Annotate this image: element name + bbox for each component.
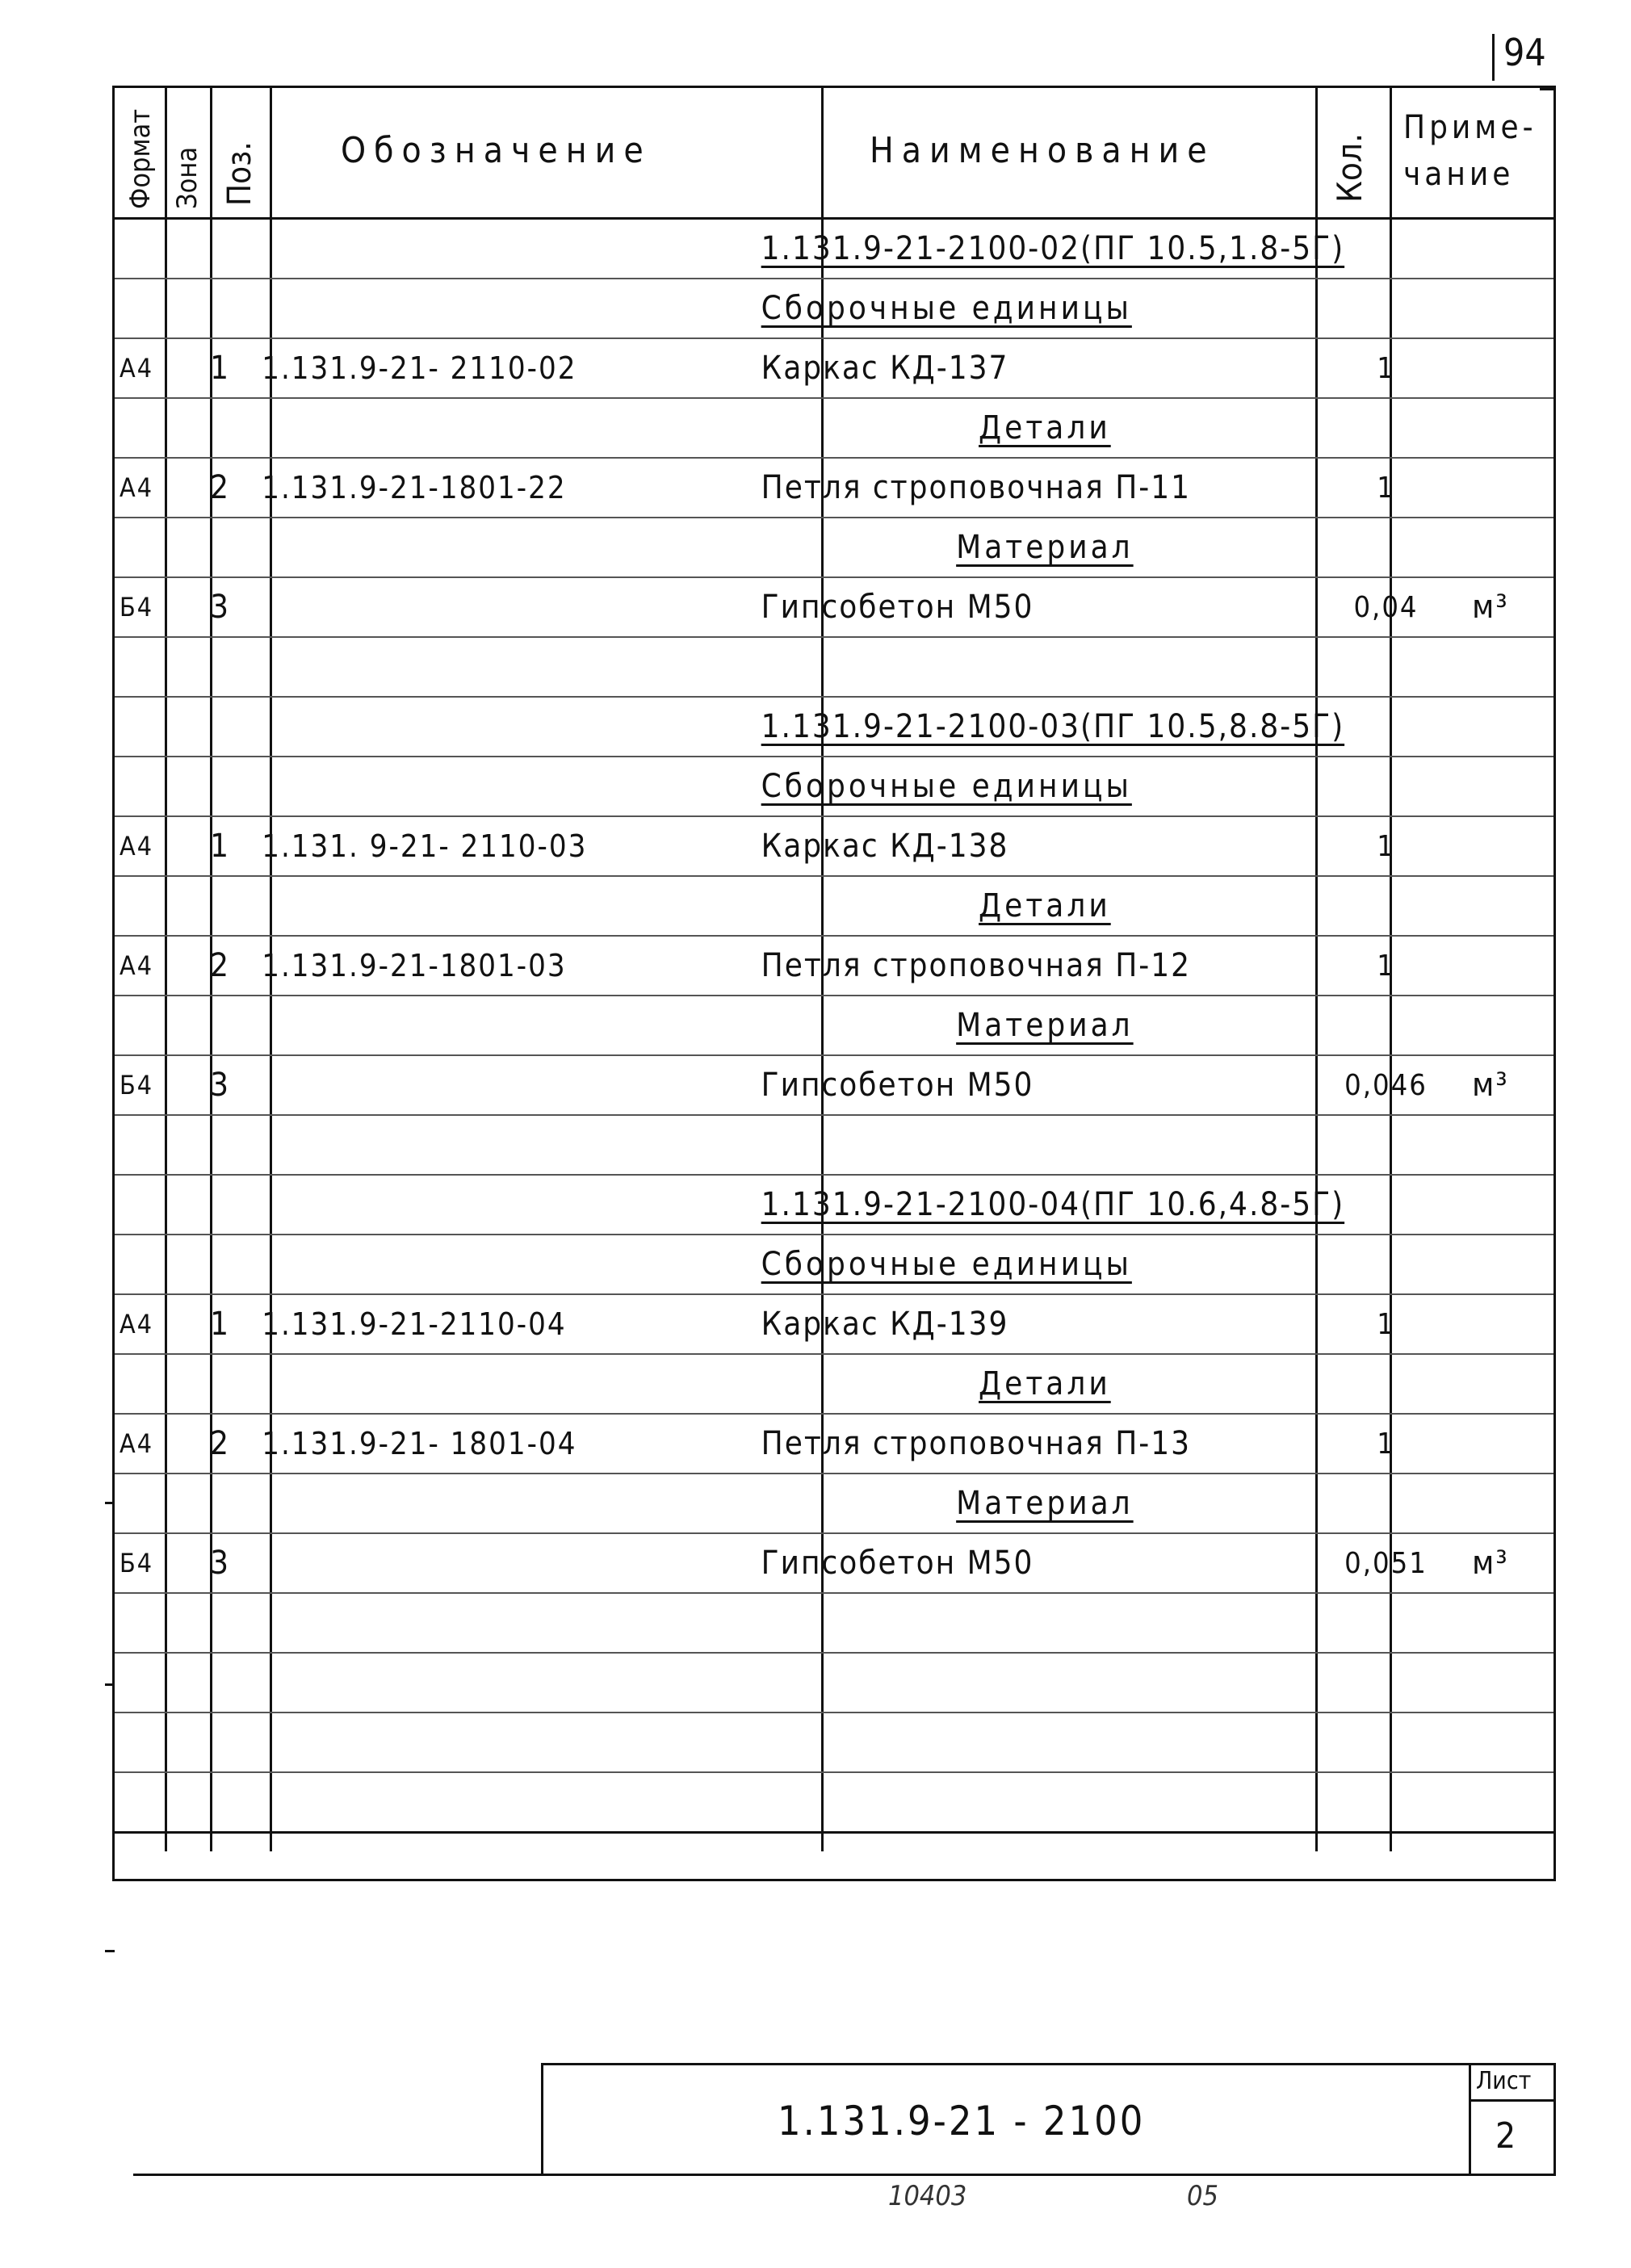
note-text: м³ [1472, 589, 1509, 626]
position-cell [196, 1593, 244, 1653]
table-row [115, 757, 1553, 816]
format-cell [115, 1772, 165, 1833]
name-cell [745, 697, 1345, 757]
name-text: 1.131.9-21-2100-03(ПГ 10.5,8.8-5Г) [761, 708, 1345, 745]
designation-cell [244, 1772, 744, 1833]
note-cell [1428, 1474, 1553, 1533]
name-text: Сборочные единицы [761, 290, 1132, 327]
quantity-text: 1 [1377, 1427, 1395, 1461]
zone-cell [165, 1593, 196, 1653]
note-cell [1428, 1055, 1553, 1115]
quantity-text: 1 [1377, 829, 1395, 863]
position-cell [196, 1772, 244, 1833]
name-text: Каркас КД-137 [761, 350, 1009, 387]
header-format: Формат [124, 108, 157, 209]
table-row [115, 1713, 1553, 1772]
position-text: 3 [210, 589, 231, 626]
position-cell [196, 1294, 244, 1354]
name-text: Петля строповочная П-12 [761, 947, 1192, 984]
designation-cell [244, 458, 744, 518]
position-cell [196, 1354, 244, 1414]
header-note-line1: Приме- [1403, 109, 1537, 146]
note-cell [1428, 1115, 1553, 1175]
quantity-cell [1344, 577, 1428, 637]
position-text: 1 [210, 828, 231, 865]
format-cell [115, 996, 165, 1055]
format-cell [115, 1593, 165, 1653]
quantity-text: 0,046 [1344, 1068, 1428, 1102]
format-text: Б4 [119, 1548, 154, 1578]
format-text: А4 [119, 950, 153, 981]
designation-text: 1.131. 9-21- 2110-03 [262, 828, 588, 864]
zone-cell [165, 936, 196, 996]
quantity-cell [1344, 279, 1428, 338]
designation-cell [244, 577, 744, 637]
name-cell [745, 1533, 1345, 1593]
sheet-number: 2 [1495, 2115, 1516, 2157]
footer-right-text: 05 [1187, 2180, 1218, 2212]
table-row [115, 577, 1553, 637]
table-row [115, 398, 1553, 458]
zone-cell [165, 577, 196, 637]
name-text: Гипсобетон М50 [761, 1545, 1034, 1582]
note-cell [1428, 1713, 1553, 1772]
zone-cell [165, 398, 196, 458]
designation-cell [244, 1294, 744, 1354]
zone-cell [165, 1414, 196, 1474]
quantity-cell [1344, 1175, 1428, 1235]
format-cell [115, 637, 165, 697]
zone-cell [165, 1474, 196, 1533]
name-text: 1.131.9-21-2100-04(ПГ 10.6,4.8-5Г) [761, 1186, 1345, 1223]
zone-cell [165, 1772, 196, 1833]
note-cell [1428, 1175, 1553, 1235]
position-cell [196, 936, 244, 996]
name-cell [745, 936, 1345, 996]
name-text: Материал [956, 1485, 1134, 1522]
zone-cell [165, 1294, 196, 1354]
bottom-frame-line [133, 2174, 1556, 2176]
zone-cell [165, 1653, 196, 1713]
name-text: Материал [956, 529, 1134, 566]
position-text: 2 [210, 947, 231, 984]
format-cell [115, 936, 165, 996]
name-cell [745, 1055, 1345, 1115]
designation-cell [244, 1235, 744, 1294]
name-cell [745, 279, 1345, 338]
format-text: А4 [119, 1309, 153, 1339]
spec-rows [115, 220, 1553, 1834]
name-cell [745, 1294, 1345, 1354]
name-text: Детали [979, 1365, 1111, 1402]
zone-cell [165, 1235, 196, 1294]
format-cell [115, 1175, 165, 1235]
position-cell [196, 458, 244, 518]
designation-cell [244, 518, 744, 577]
quantity-text: 1 [1377, 351, 1395, 385]
position-cell [196, 1653, 244, 1713]
margin-mark [105, 1502, 115, 1504]
table-row [115, 1593, 1553, 1653]
quantity-cell [1344, 1713, 1428, 1772]
format-cell [115, 1294, 165, 1354]
format-text: Б4 [119, 592, 154, 623]
zone-cell [165, 220, 196, 279]
format-cell [115, 577, 165, 637]
format-text: А4 [119, 831, 153, 862]
position-cell [196, 577, 244, 637]
position-cell [196, 279, 244, 338]
designation-cell [244, 936, 744, 996]
note-cell [1428, 1294, 1553, 1354]
quantity-cell [1344, 1772, 1428, 1833]
table-row [115, 1235, 1553, 1294]
designation-cell [244, 1474, 744, 1533]
table-row [115, 1294, 1553, 1354]
designation-cell [244, 1593, 744, 1653]
quantity-text: 1 [1377, 949, 1395, 983]
designation-text: 1.131.9-21- 1801-04 [262, 1426, 577, 1461]
quantity-cell [1344, 757, 1428, 816]
name-cell [745, 1115, 1345, 1175]
note-cell [1428, 757, 1553, 816]
table-row [115, 637, 1553, 697]
name-cell [745, 1474, 1345, 1533]
note-cell [1428, 1235, 1553, 1294]
table-row [115, 936, 1553, 996]
designation-text: 1.131.9-21- 2110-02 [262, 350, 577, 386]
format-cell [115, 1115, 165, 1175]
format-cell [115, 697, 165, 757]
format-cell [115, 757, 165, 816]
position-text: 3 [210, 1067, 231, 1104]
table-row [115, 1115, 1553, 1175]
name-cell [745, 637, 1345, 697]
designation-cell [244, 1055, 744, 1115]
name-cell [745, 577, 1345, 637]
table-row [115, 518, 1553, 577]
note-cell [1428, 876, 1553, 936]
zone-cell [165, 338, 196, 398]
note-cell [1428, 816, 1553, 876]
table-row [115, 220, 1553, 279]
quantity-text: 1 [1377, 1307, 1395, 1341]
name-cell [745, 996, 1345, 1055]
name-cell [745, 816, 1345, 876]
designation-cell [244, 637, 744, 697]
document-code: 1.131.9-21 - 2100 [778, 2098, 1146, 2144]
quantity-cell [1344, 1593, 1428, 1653]
position-cell [196, 1713, 244, 1772]
zone-cell [165, 1055, 196, 1115]
format-cell [115, 220, 165, 279]
table-row [115, 816, 1553, 876]
format-cell [115, 518, 165, 577]
position-cell [196, 1414, 244, 1474]
zone-cell [165, 458, 196, 518]
format-cell [115, 338, 165, 398]
table-row [115, 697, 1553, 757]
header-name: Наименование [870, 130, 1215, 171]
table-row [115, 1653, 1553, 1713]
name-text: Детали [979, 409, 1111, 446]
quantity-cell [1344, 1235, 1428, 1294]
zone-cell [165, 637, 196, 697]
designation-cell [244, 1115, 744, 1175]
header-position: Поз. [221, 141, 258, 206]
note-cell [1428, 338, 1553, 398]
designation-cell [244, 757, 744, 816]
table-row [115, 1772, 1553, 1833]
name-cell [745, 1235, 1345, 1294]
quantity-cell [1344, 1414, 1428, 1474]
note-text: м³ [1472, 1545, 1509, 1582]
zone-cell [165, 876, 196, 936]
designation-cell [244, 398, 744, 458]
table-row [115, 279, 1553, 338]
note-cell [1428, 577, 1553, 637]
zone-cell [165, 1175, 196, 1235]
position-text: 2 [210, 469, 231, 506]
name-text: Каркас КД-139 [761, 1306, 1009, 1343]
designation-cell [244, 220, 744, 279]
note-cell [1428, 996, 1553, 1055]
format-cell [115, 1533, 165, 1593]
page-number: 94 [1503, 31, 1546, 74]
quantity-cell [1344, 1354, 1428, 1414]
designation-cell [244, 1175, 744, 1235]
table-row [115, 338, 1553, 398]
note-cell [1428, 1772, 1553, 1833]
position-text: 2 [210, 1425, 231, 1462]
note-text: м³ [1472, 1067, 1509, 1104]
zone-cell [165, 757, 196, 816]
position-cell [196, 1115, 244, 1175]
margin-mark [105, 1683, 115, 1686]
note-cell [1428, 637, 1553, 697]
quantity-cell [1344, 338, 1428, 398]
format-text: Б4 [119, 1070, 154, 1100]
name-cell [745, 1653, 1345, 1713]
name-cell [745, 458, 1345, 518]
name-text: Детали [979, 887, 1111, 924]
designation-cell [244, 1713, 744, 1772]
name-cell [745, 1414, 1345, 1474]
zone-cell [165, 697, 196, 757]
position-cell [196, 220, 244, 279]
name-cell [745, 518, 1345, 577]
name-cell [745, 1772, 1345, 1833]
name-cell [745, 220, 1345, 279]
position-text: 3 [210, 1545, 231, 1582]
position-cell [196, 338, 244, 398]
quantity-text: 1 [1377, 471, 1395, 505]
position-cell [196, 1533, 244, 1593]
zone-cell [165, 1354, 196, 1414]
quantity-cell [1344, 1533, 1428, 1593]
note-cell [1428, 1354, 1553, 1414]
designation-cell [244, 1354, 744, 1414]
table-row [115, 1055, 1553, 1115]
table-row [115, 1474, 1553, 1533]
table-row [115, 1354, 1553, 1414]
zone-cell [165, 1713, 196, 1772]
note-cell [1428, 279, 1553, 338]
quantity-text: 0,051 [1344, 1546, 1428, 1580]
format-cell [115, 876, 165, 936]
position-cell [196, 996, 244, 1055]
position-cell [196, 697, 244, 757]
note-cell [1428, 1593, 1553, 1653]
zone-cell [165, 279, 196, 338]
position-cell [196, 1235, 244, 1294]
quantity-cell [1344, 1474, 1428, 1533]
position-cell [196, 518, 244, 577]
format-cell [115, 1653, 165, 1713]
designation-cell [244, 338, 744, 398]
name-cell [745, 338, 1345, 398]
quantity-cell [1344, 398, 1428, 458]
table-row [115, 1533, 1553, 1593]
designation-cell [244, 876, 744, 936]
note-cell [1428, 398, 1553, 458]
note-cell [1428, 936, 1553, 996]
sheet-label: Лист [1476, 2067, 1532, 2095]
header-quantity: Кол. [1330, 132, 1369, 203]
margin-mark [105, 1950, 115, 1952]
name-text: Каркас КД-138 [761, 828, 1009, 865]
designation-cell [244, 1653, 744, 1713]
name-cell [745, 1354, 1345, 1414]
designation-cell [244, 996, 744, 1055]
name-text: Материал [956, 1007, 1134, 1044]
format-cell [115, 398, 165, 458]
name-text: Гипсобетон М50 [761, 1067, 1034, 1104]
quantity-cell [1344, 816, 1428, 876]
format-cell [115, 458, 165, 518]
name-cell [745, 757, 1345, 816]
format-text: А4 [119, 472, 153, 503]
quantity-cell [1344, 876, 1428, 936]
table-row [115, 1175, 1553, 1235]
designation-text: 1.131.9-21-1801-03 [262, 948, 567, 983]
name-cell [745, 1713, 1345, 1772]
note-cell [1428, 518, 1553, 577]
name-text: Сборочные единицы [761, 1246, 1132, 1283]
format-cell [115, 1713, 165, 1772]
name-cell [745, 876, 1345, 936]
designation-cell [244, 697, 744, 757]
header-designation: Обозначение [341, 130, 652, 171]
format-cell [115, 1354, 165, 1414]
designation-cell [244, 816, 744, 876]
note-cell [1428, 1533, 1553, 1593]
quantity-cell [1344, 1294, 1428, 1354]
position-cell [196, 757, 244, 816]
designation-text: 1.131.9-21-2110-04 [262, 1306, 567, 1342]
header-note-line2: чание [1403, 156, 1515, 193]
note-cell [1428, 458, 1553, 518]
position-text: 1 [210, 1306, 231, 1343]
quantity-cell [1344, 637, 1428, 697]
format-cell [115, 816, 165, 876]
name-cell [745, 398, 1345, 458]
position-cell [196, 398, 244, 458]
specification-table [112, 86, 1556, 1881]
name-text: Петля строповочная П-13 [761, 1425, 1192, 1462]
format-cell [115, 1414, 165, 1474]
name-text: Петля строповочная П-11 [761, 469, 1192, 506]
footer-left-text: 10403 [888, 2180, 967, 2212]
zone-cell [165, 518, 196, 577]
header-zone: Зона [171, 146, 203, 209]
format-text: А4 [119, 353, 153, 384]
zone-cell [165, 1115, 196, 1175]
format-cell [115, 279, 165, 338]
quantity-cell [1344, 220, 1428, 279]
name-text: Гипсобетон М50 [761, 589, 1034, 626]
note-cell [1428, 1653, 1553, 1713]
table-row [115, 1414, 1553, 1474]
sheet-box [1469, 2065, 1553, 2174]
quantity-cell [1344, 1115, 1428, 1175]
format-cell [115, 1474, 165, 1533]
zone-cell [165, 996, 196, 1055]
position-cell [196, 1474, 244, 1533]
name-cell [745, 1593, 1345, 1653]
note-cell [1428, 697, 1553, 757]
name-cell [745, 1175, 1345, 1235]
quantity-cell [1344, 1653, 1428, 1713]
format-text: А4 [119, 1428, 153, 1459]
designation-cell [244, 1414, 744, 1474]
quantity-cell [1344, 1055, 1428, 1115]
table-row [115, 458, 1553, 518]
designation-cell [244, 1533, 744, 1593]
format-cell [115, 1055, 165, 1115]
position-cell [196, 1055, 244, 1115]
name-text: Сборочные единицы [761, 768, 1132, 805]
position-cell [196, 876, 244, 936]
note-cell [1428, 1414, 1553, 1474]
designation-text: 1.131.9-21-1801-22 [262, 470, 567, 505]
quantity-cell [1344, 936, 1428, 996]
designation-cell [244, 279, 744, 338]
quantity-cell [1344, 996, 1428, 1055]
zone-cell [165, 816, 196, 876]
table-row [115, 996, 1553, 1055]
position-cell [196, 816, 244, 876]
position-cell [196, 1175, 244, 1235]
note-cell [1428, 220, 1553, 279]
position-text: 1 [210, 350, 231, 387]
table-row [115, 876, 1553, 936]
zone-cell [165, 1533, 196, 1593]
quantity-cell [1344, 697, 1428, 757]
quantity-cell [1344, 458, 1428, 518]
position-cell [196, 637, 244, 697]
format-cell [115, 1235, 165, 1294]
name-text: 1.131.9-21-2100-02(ПГ 10.5,1.8-5Г) [761, 230, 1345, 267]
quantity-text: 0,04 [1353, 590, 1419, 624]
quantity-cell [1344, 518, 1428, 577]
title-block [541, 2063, 1556, 2176]
